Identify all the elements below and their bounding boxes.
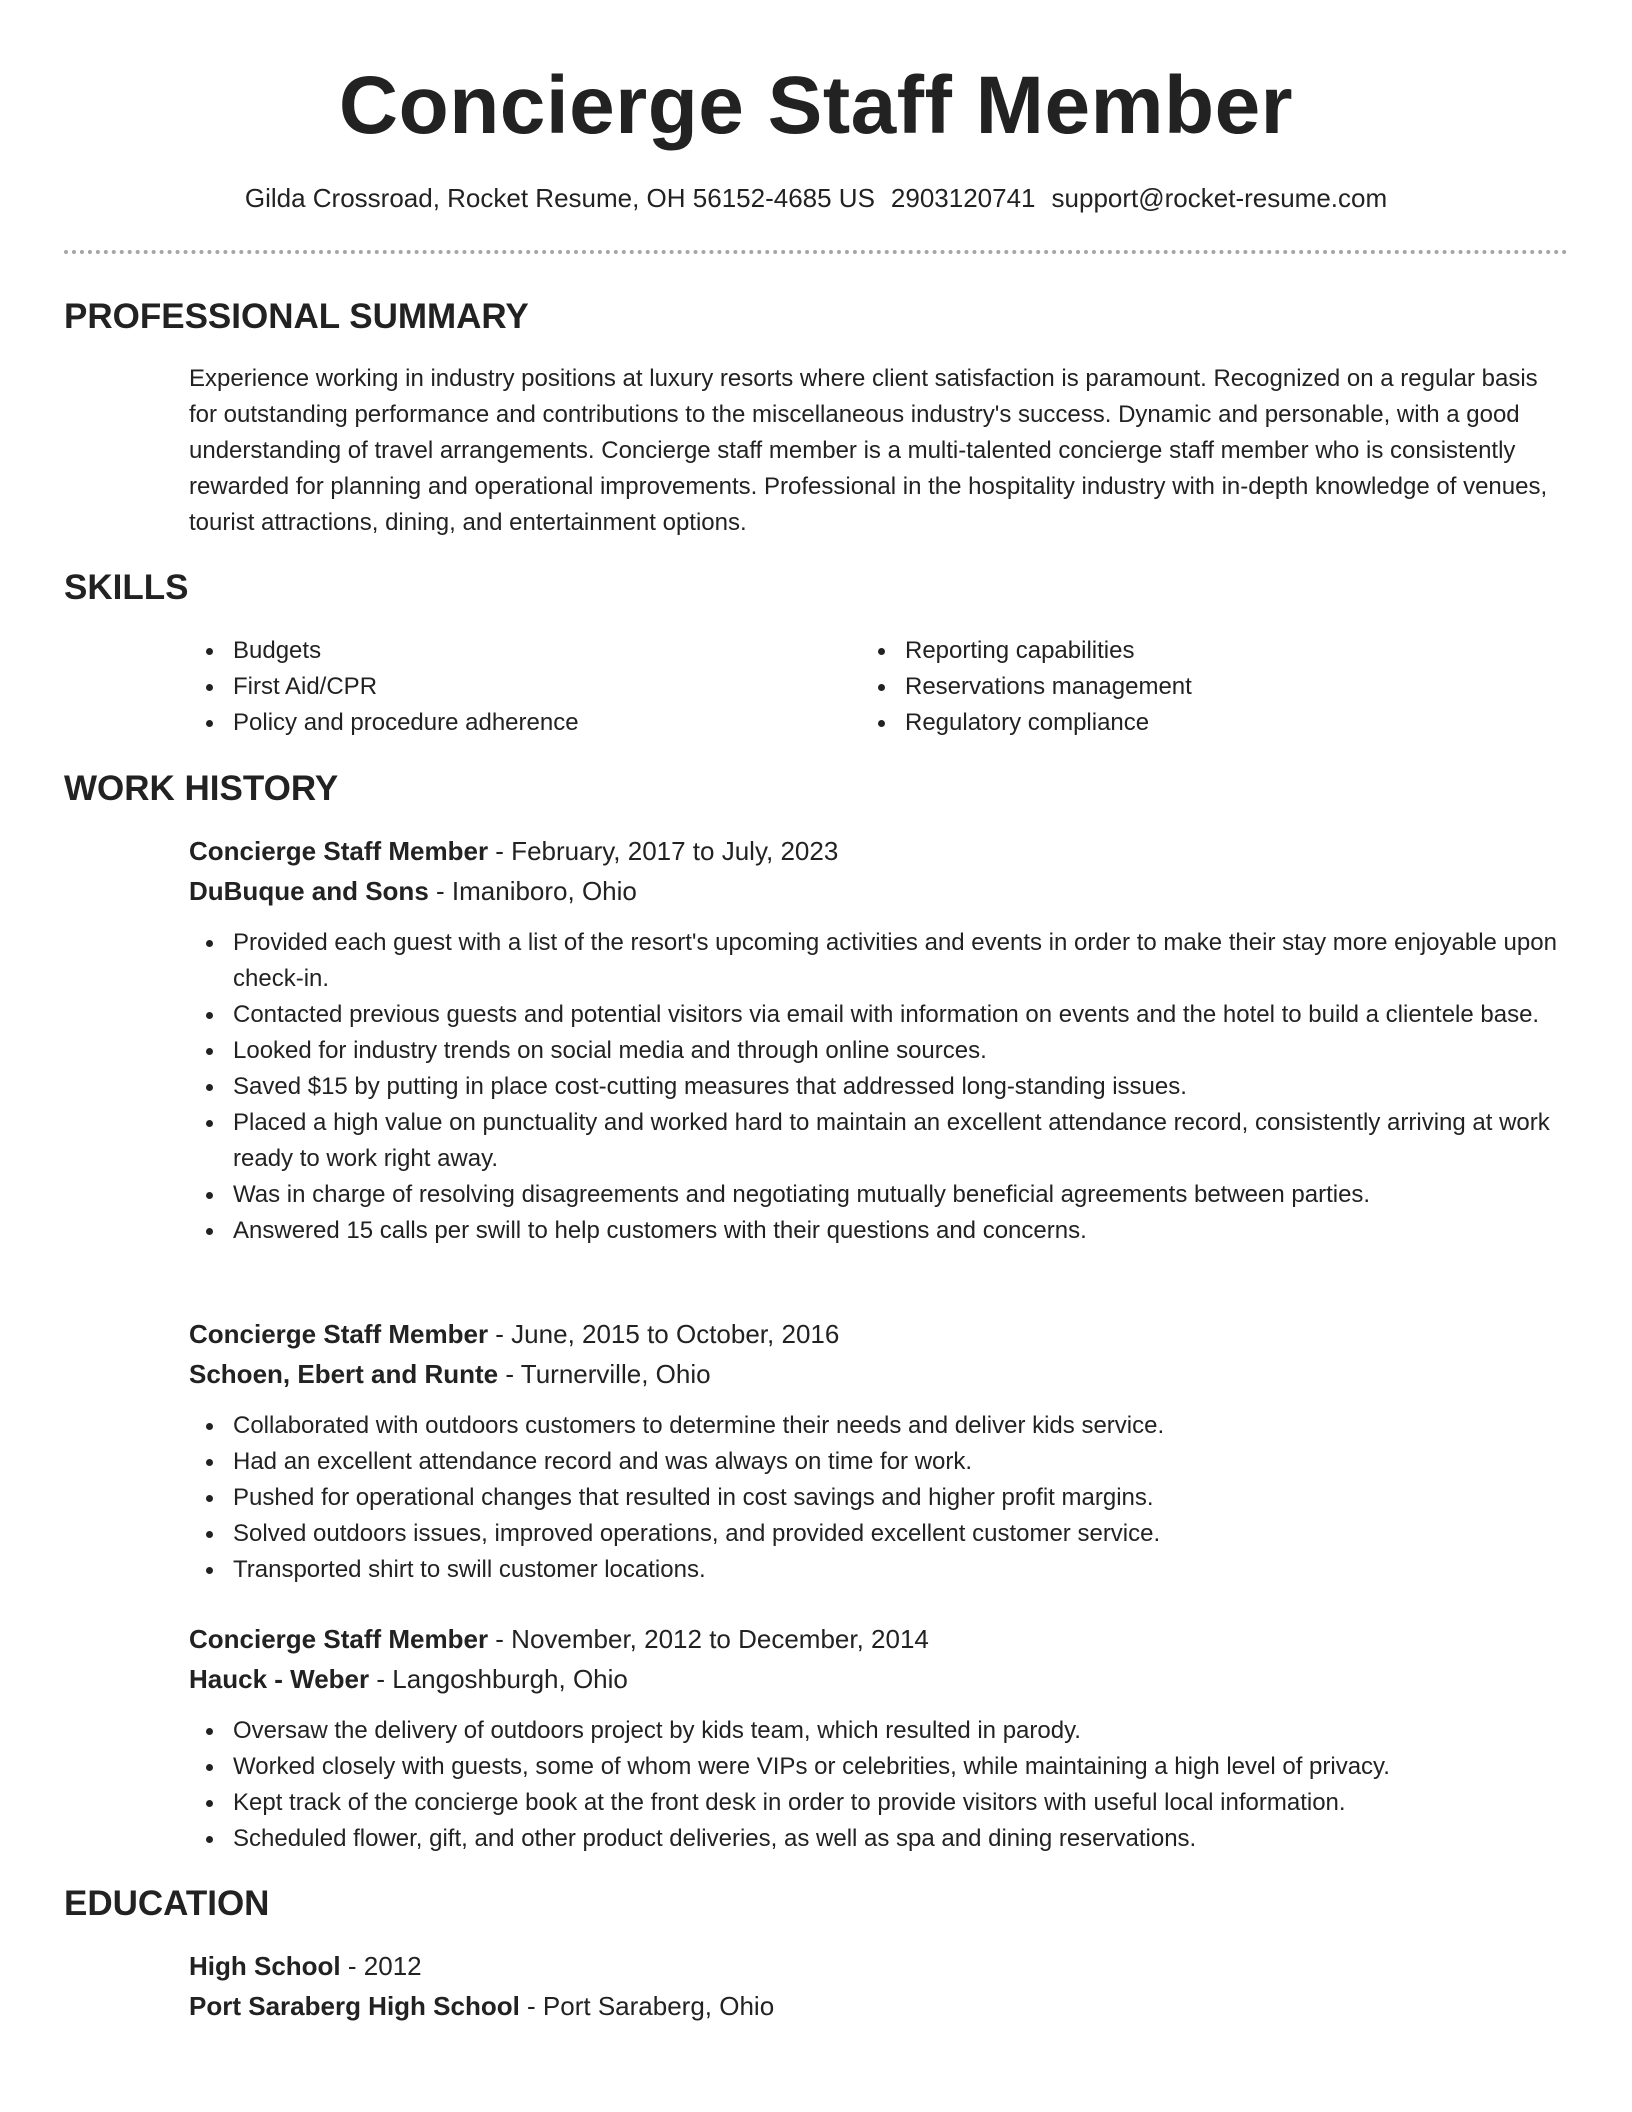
job-dates: - June, 2015 to October, 2016 xyxy=(488,1319,840,1349)
skill-item: Reporting capabilities xyxy=(861,633,1501,669)
job-bullet: Looked for industry trends on social media and through online sources. xyxy=(189,1033,1569,1069)
job-bullet: Scheduled flower, gift, and other product deliveries, as well as spa and dining reservations. xyxy=(189,1821,1569,1857)
job-company: DuBuque and Sons xyxy=(189,876,429,906)
job-company-line xyxy=(189,873,1569,909)
job-bullet: Was in charge of resolving disagreements and negotiating mutually beneficial agreements between parties. xyxy=(189,1177,1569,1213)
education-degree: High School xyxy=(189,1951,341,1981)
skill-item: Policy and procedure adherence xyxy=(189,705,829,741)
job-bullet: Saved $15 by putting in place cost-cutting measures that addressed long-standing issues. xyxy=(189,1069,1569,1105)
skills-list-right xyxy=(861,633,1501,741)
section-title-work: WORK HISTORY xyxy=(64,769,339,808)
header-divider xyxy=(64,250,1568,254)
section-title-summary: PROFESSIONAL SUMMARY xyxy=(64,297,529,336)
job-bullet: Collaborated with outdoors customers to determine their needs and deliver kids service. xyxy=(189,1408,1569,1444)
skill-item: Reservations management xyxy=(861,669,1501,705)
skill-item: Budgets xyxy=(189,633,829,669)
job-bullet: Placed a high value on punctuality and worked hard to maintain an excellent attendance record, consistently arriving at work ready to work right away. xyxy=(189,1105,1569,1177)
job-bullet: Oversaw the delivery of outdoors project by kids team, which resulted in parody. xyxy=(189,1713,1569,1749)
job-bullet: Solved outdoors issues, improved operations, and provided excellent customer service. xyxy=(189,1516,1569,1552)
job-title-line xyxy=(189,1621,1569,1657)
education-school-line xyxy=(189,1988,1569,2024)
skills-list-left xyxy=(189,633,829,741)
contact-phone: 2903120741 xyxy=(890,183,1036,213)
education-school: Port Saraberg High School xyxy=(189,1991,520,2021)
job-title-line xyxy=(189,833,1569,869)
education-year: - 2012 xyxy=(340,1951,422,1981)
job-bullet: Kept track of the concierge book at the front desk in order to provide visitors with useful local information. xyxy=(189,1785,1569,1821)
job-dates: - November, 2012 to December, 2014 xyxy=(488,1624,929,1654)
section-title-skills: SKILLS xyxy=(64,568,189,607)
job-location: - Turnerville, Ohio xyxy=(498,1359,711,1389)
job-title: Concierge Staff Member xyxy=(189,836,489,866)
job-company-line xyxy=(189,1661,1569,1697)
job-bullets xyxy=(189,1408,1569,1588)
job-company: Hauck - Weber xyxy=(189,1664,370,1694)
job-bullet: Contacted previous guests and potential visitors via email with information on events and the hotel to build a clientele base. xyxy=(189,997,1569,1033)
job-location: - Langoshburgh, Ohio xyxy=(369,1664,628,1694)
job-bullets xyxy=(189,1713,1569,1857)
education-location: - Port Saraberg, Ohio xyxy=(519,1991,775,2021)
job-company-line xyxy=(189,1356,1569,1392)
skill-item: Regulatory compliance xyxy=(861,705,1501,741)
job-title: Concierge Staff Member xyxy=(189,1319,489,1349)
job-bullets xyxy=(189,925,1569,1249)
job-location: - Imaniboro, Ohio xyxy=(428,876,637,906)
job-bullet: Pushed for operational changes that resulted in cost savings and higher profit margins. xyxy=(189,1480,1569,1516)
summary-text: Experience working in industry positions at luxury resorts where client satisfaction is paramount. Recognized on a regular basis for outstanding performance and contributions to the miscellaneous industry's success. Dynamic and personable, with a good understanding of travel arrangements. Concierge staff member is a multi-talented concierge staff member who is consistently rewarded for planning and operational improvements. Professional in the hospitality industry with in-depth knowledge of venues, tourist attractions, dining, and entertainment options. xyxy=(189,365,1548,536)
job-bullet: Worked closely with guests, some of whom were VIPs or celebrities, while maintaining a high level of privacy. xyxy=(189,1749,1569,1785)
resume-name: Concierge Staff Member xyxy=(338,60,1294,151)
contact-email: support@rocket-resume.com xyxy=(1051,183,1388,213)
job-dates: - February, 2017 to July, 2023 xyxy=(488,836,839,866)
contact-address: Gilda Crossroad, Rocket Resume, OH 56152-4685 US xyxy=(244,183,875,213)
contact-line xyxy=(0,181,1632,215)
job-bullet: Had an excellent attendance record and was always on time for work. xyxy=(189,1444,1569,1480)
education-degree-line xyxy=(189,1948,1569,1984)
job-company: Schoen, Ebert and Runte xyxy=(189,1359,499,1389)
skill-item: First Aid/CPR xyxy=(189,669,829,705)
job-bullet: Provided each guest with a list of the resort's upcoming activities and events in order to make their stay more enjoyable upon check-in. xyxy=(189,925,1569,997)
job-bullet: Transported shirt to swill customer locations. xyxy=(189,1552,1569,1588)
job-title: Concierge Staff Member xyxy=(189,1624,489,1654)
section-title-education: EDUCATION xyxy=(64,1884,270,1923)
job-bullet: Answered 15 calls per swill to help customers with their questions and concerns. xyxy=(189,1213,1569,1249)
job-title-line xyxy=(189,1316,1569,1352)
